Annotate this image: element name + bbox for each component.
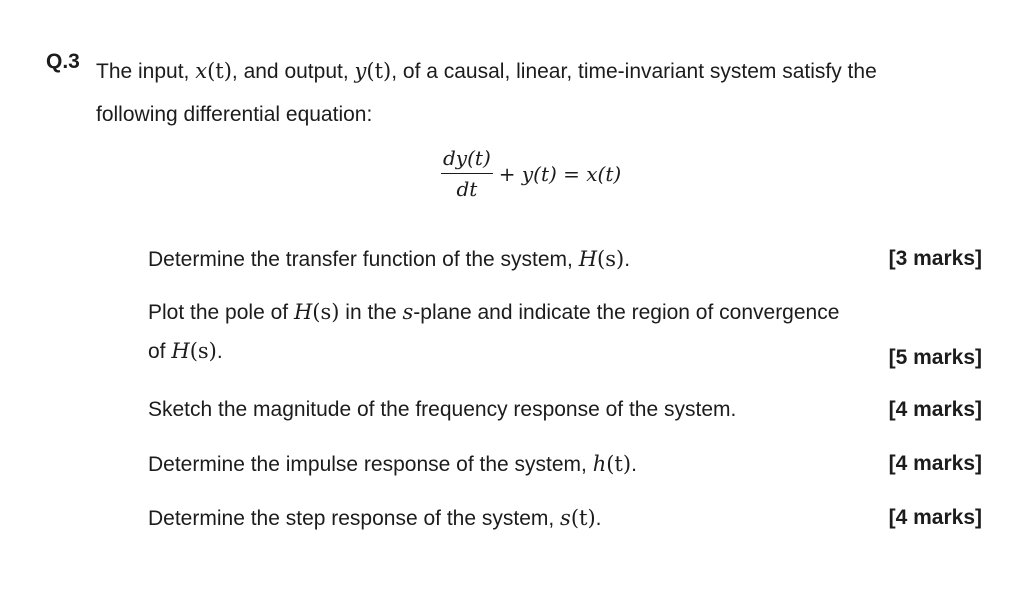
part-transfer-function <box>148 247 982 272</box>
marks-badge: [4 marks] <box>888 506 982 529</box>
part-body: of <box>148 340 172 363</box>
intro-text: following differential equation: <box>96 103 373 126</box>
part-text <box>148 506 982 531</box>
equation-fraction <box>441 146 493 201</box>
math-paren-t: (t) <box>366 59 392 83</box>
part-body: Determine the step response of the system, <box>148 507 561 530</box>
part-end: . <box>216 340 223 363</box>
part-text <box>148 247 982 272</box>
part-end: . <box>631 453 637 476</box>
math-arg: (t) <box>606 452 632 476</box>
part-step-response <box>148 506 982 531</box>
marks-badge: [4 marks] <box>888 452 982 475</box>
marks-badge: [3 marks] <box>888 247 982 270</box>
marks-badge: [5 marks] <box>888 346 982 369</box>
math-arg: (s) <box>597 247 625 271</box>
question-label: Q.3 <box>46 50 80 73</box>
part-text-line2 <box>148 339 982 364</box>
intro-text: , of a causal, linear, time-invariant system satisfy the <box>391 60 877 83</box>
part-text <box>148 300 982 325</box>
math-H: H <box>171 339 190 363</box>
part-impulse-response <box>148 452 982 477</box>
part-frequency-response <box>148 398 982 422</box>
math-arg: (s) <box>189 339 217 363</box>
part-body: in the <box>339 301 403 324</box>
part-end: . <box>624 248 631 271</box>
math-paren-t: (t) <box>207 59 232 83</box>
part-body: Determine the transfer function of the system, <box>148 248 579 271</box>
equation-denominator: dt <box>456 177 478 201</box>
math-h: h <box>592 452 607 476</box>
math-x: x <box>195 59 208 83</box>
part-body: Plot the pole of <box>148 301 294 324</box>
part-body: Determine the impulse response of the system, <box>148 453 593 476</box>
math-s: s <box>402 300 414 324</box>
part-pole-plot <box>148 300 982 369</box>
math-arg: (s) <box>312 300 340 324</box>
part-body: -plane and indicate the region of convergence <box>413 301 840 324</box>
math-arg: (t) <box>570 506 596 530</box>
part-end: . <box>595 507 602 530</box>
math-y: y <box>354 59 367 83</box>
math-s: s <box>560 506 571 530</box>
equation-rhs: + y(t) = x(t) <box>498 161 622 186</box>
differential-equation <box>441 146 621 201</box>
intro-text: , and output, <box>231 60 355 83</box>
intro-text: The input, <box>96 60 196 83</box>
math-H: H <box>578 247 598 271</box>
part-text <box>148 452 982 477</box>
math-H: H <box>293 300 313 324</box>
equation-numerator: dy(t) <box>441 146 493 174</box>
part-text: Sketch the magnitude of the frequency response of the system. <box>148 398 737 421</box>
marks-badge: [4 marks] <box>888 398 982 421</box>
question-intro <box>96 50 996 136</box>
